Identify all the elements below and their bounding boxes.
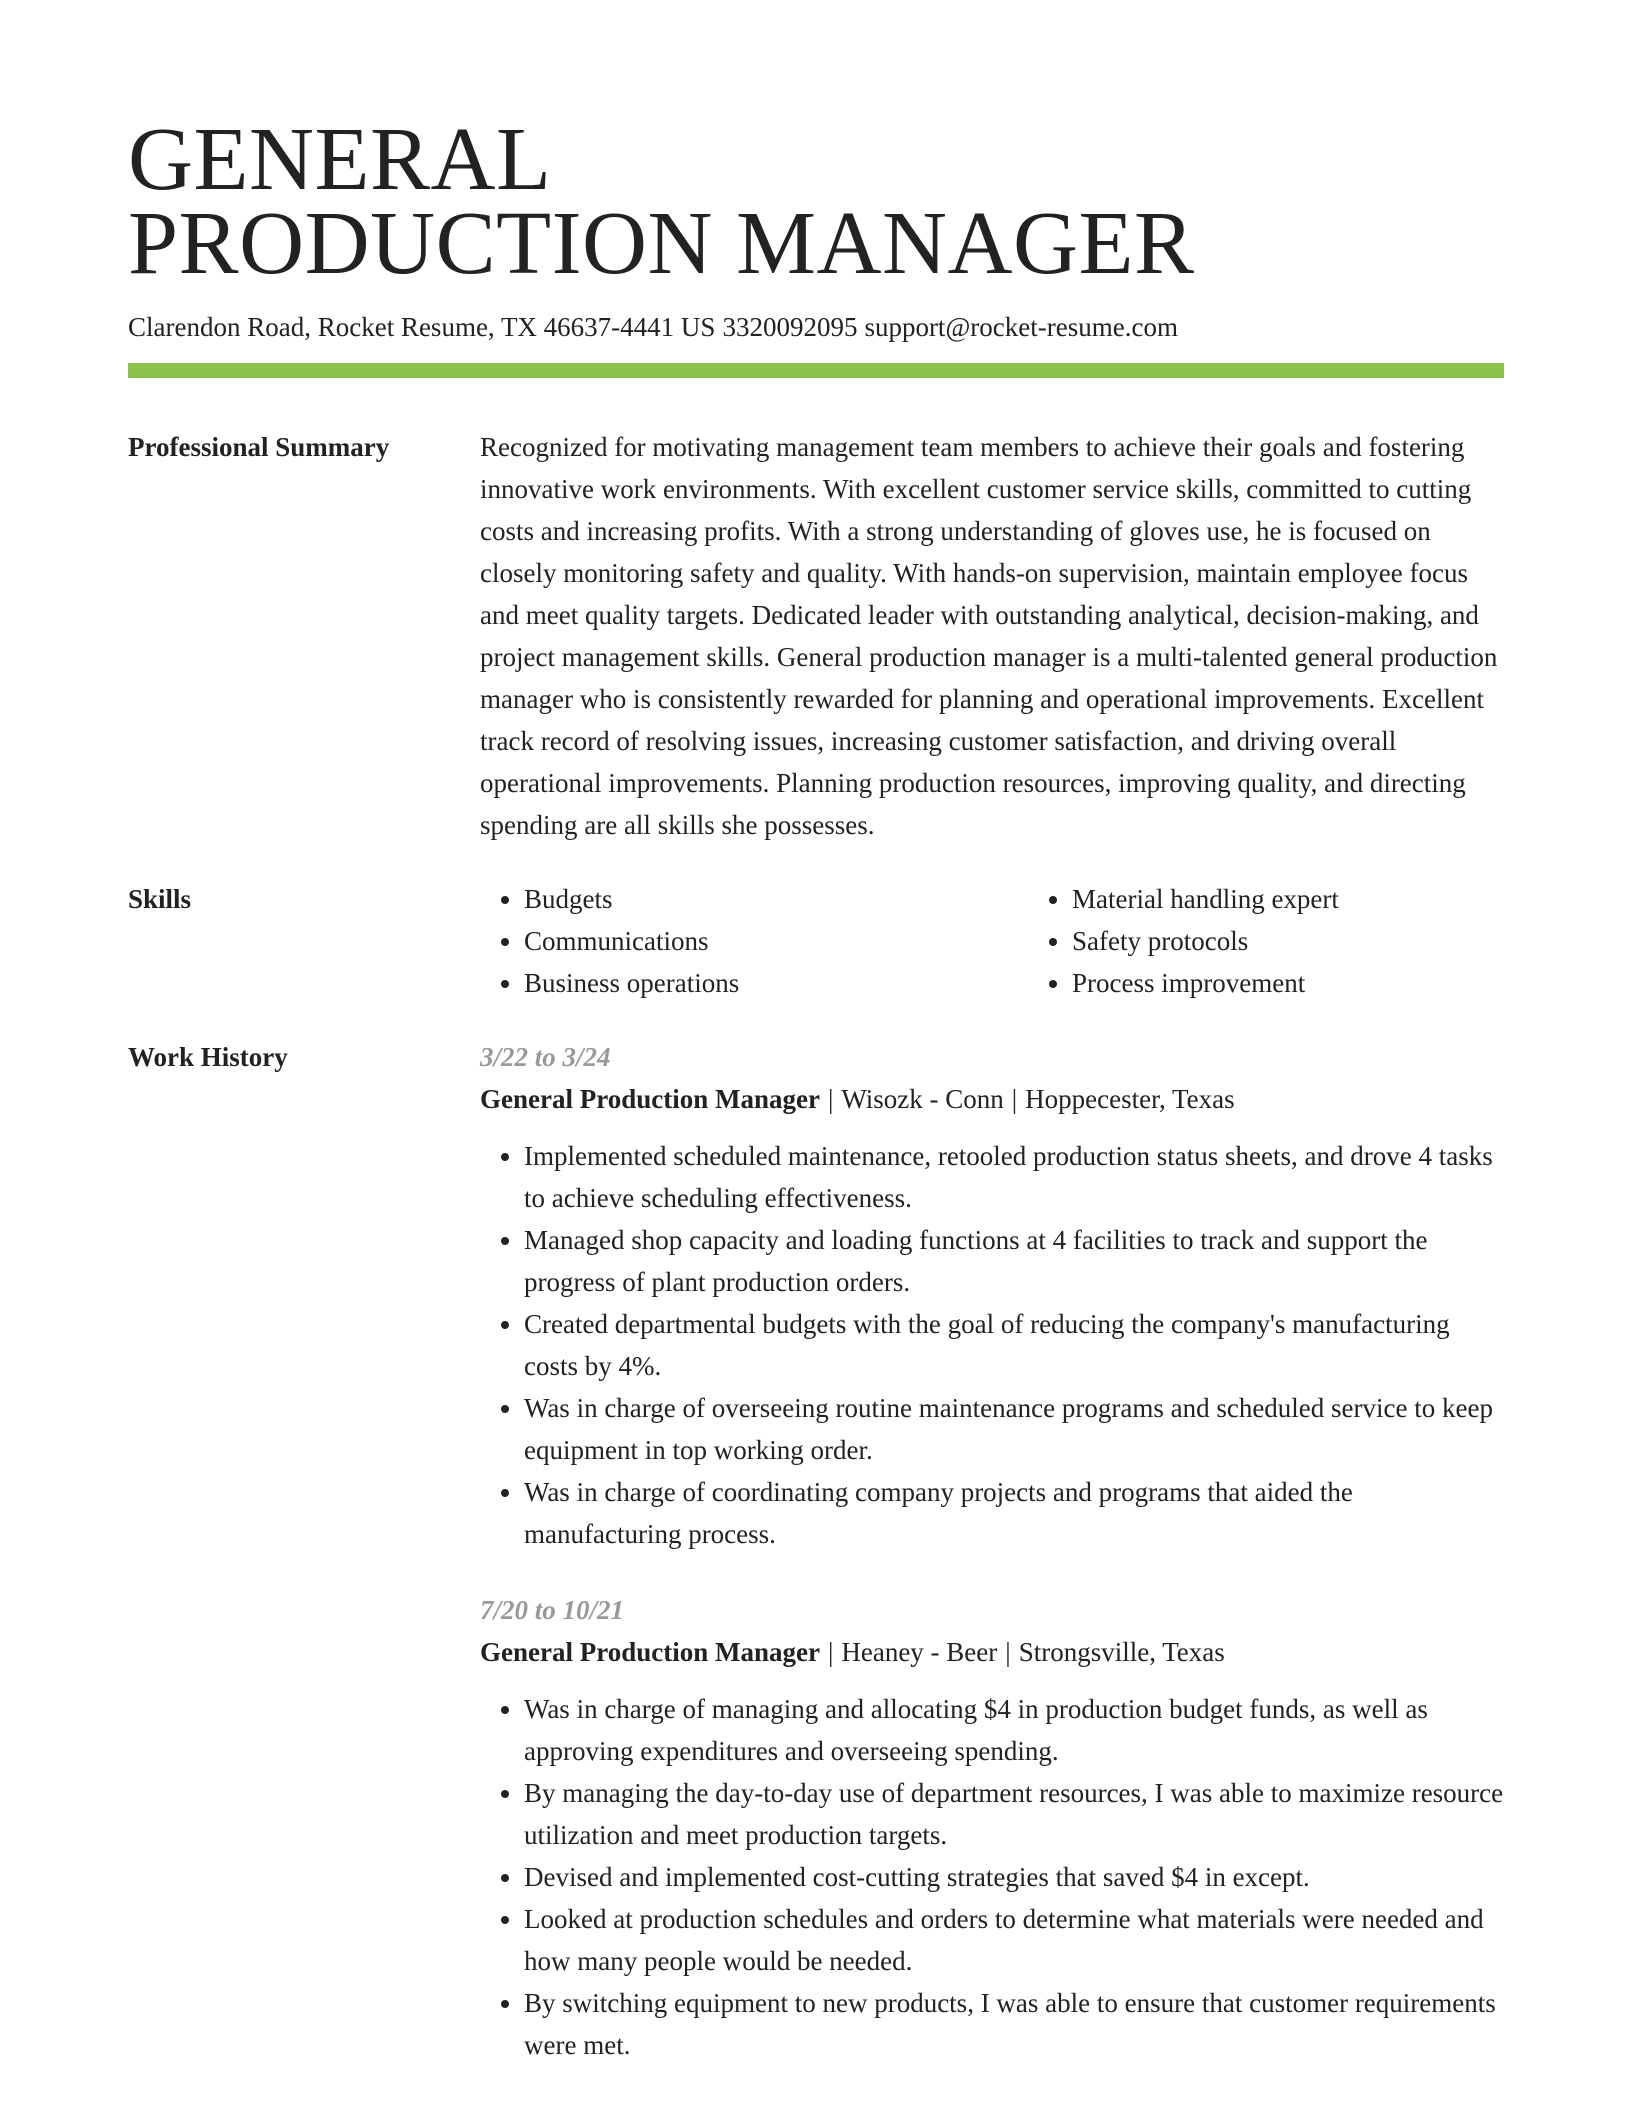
job-entry [480, 1036, 1504, 1555]
contact-line [128, 310, 1504, 344]
skill-item: • Communications [524, 920, 1028, 962]
job-dates: 3/22 to 3/24 [480, 1042, 611, 1072]
job-bullet: • Looked at production schedules and orders to determine what materials were needed and how many people would be needed. [524, 1898, 1504, 1982]
skills-list-right [1028, 878, 1576, 1004]
job-bullet: • Devised and implemented cost-cutting strategies that saved $4 in except. [524, 1856, 1504, 1898]
skills-heading: Skills [128, 884, 192, 914]
job-separator: | [827, 1637, 834, 1667]
job-bullets [480, 1688, 1504, 2066]
skills-section [128, 878, 1504, 1004]
job-title: General Production Manager [480, 1637, 820, 1667]
job-bullet: • Created departmental budgets with the goal of reducing the company's manufacturing costs by 4%. [524, 1303, 1504, 1387]
work-history-heading: Work History [128, 1042, 288, 1072]
contact-phone: 3320092095 [722, 312, 858, 342]
job-title: General Production Manager [480, 1084, 820, 1114]
job-bullet: • Was in charge of managing and allocating $4 in production budget funds, as well as approving expenditures and overseeing spending. [524, 1688, 1504, 1772]
job-separator: | [1011, 1084, 1018, 1114]
job-title-line [480, 1078, 1504, 1120]
job-bullet: • By switching equipment to new products, I was able to ensure that customer requirements were met. [524, 1982, 1504, 2066]
skills-list-left [480, 878, 1028, 1004]
skill-item: • Material handling expert [1072, 878, 1576, 920]
job-company: Heaney - Beer [841, 1637, 998, 1667]
job-bullet: • Was in charge of overseeing routine maintenance programs and scheduled service to keep equipment in top working order. [524, 1387, 1504, 1471]
summary-heading: Professional Summary [128, 432, 390, 462]
job-title-line [480, 1631, 1504, 1673]
header-divider [128, 363, 1504, 378]
skill-item: • Budgets [524, 878, 1028, 920]
contact-address: Clarendon Road, Rocket Resume, TX 46637-4441 US [128, 312, 716, 342]
resume-name [128, 110, 1504, 293]
skill-item: • Business operations [524, 962, 1028, 1004]
job-bullet: • Implemented scheduled maintenance, retooled production status sheets, and drove 4 tasks to achieve scheduling effectiveness. [524, 1135, 1504, 1219]
job-bullets [480, 1135, 1504, 1555]
name-line-2: PRODUCTION MANAGER [128, 194, 1195, 293]
job-location: Strongsville, Texas [1018, 1637, 1225, 1667]
job-bullet: • Was in charge of coordinating company projects and programs that aided the manufacturing process. [524, 1471, 1504, 1555]
job-bullet: • Managed shop capacity and loading functions at 4 facilities to track and support the progress of plant production orders. [524, 1219, 1504, 1303]
job-separator: | [1005, 1637, 1011, 1667]
resume-page [128, 110, 1504, 2066]
job-bullet: • By managing the day-to-day use of department resources, I was able to maximize resource utilization and meet production targets. [524, 1772, 1504, 1856]
job-separator: | [827, 1084, 834, 1114]
summary-section [128, 426, 1504, 846]
skill-item: • Process improvement [1072, 962, 1576, 1004]
job-location: Hoppecester, Texas [1025, 1084, 1235, 1114]
work-history-section [128, 1036, 1504, 2066]
job-company: Wisozk - Conn [841, 1084, 1004, 1114]
job-entry [480, 1589, 1504, 2066]
job-dates: 7/20 to 10/21 [480, 1595, 625, 1625]
skill-item: • Safety protocols [1072, 920, 1576, 962]
name-line-1: GENERAL [128, 110, 552, 209]
summary-text: Recognized for motivating management team members to achieve their goals and fostering innovative work environments. With excellent customer service skills, committed to cutting costs and increasing profits. With a strong understanding of gloves use, he is focused on closely monitoring safety and quality. With hands-on supervision, maintain employee focus and meet quality targets. Dedicated leader with outstanding analytical, decision-making, and project management skills. General production manager is a multi-talented general production manager who is consistently rewarded for planning and operational improvements. Excellent track record of resolving issues, increasing customer satisfaction, and driving overall operational improvements. Planning production resources, improving quality, and directing spending are all skills she possesses. [480, 432, 1498, 840]
contact-email: support@rocket-resume.com [864, 312, 1178, 342]
